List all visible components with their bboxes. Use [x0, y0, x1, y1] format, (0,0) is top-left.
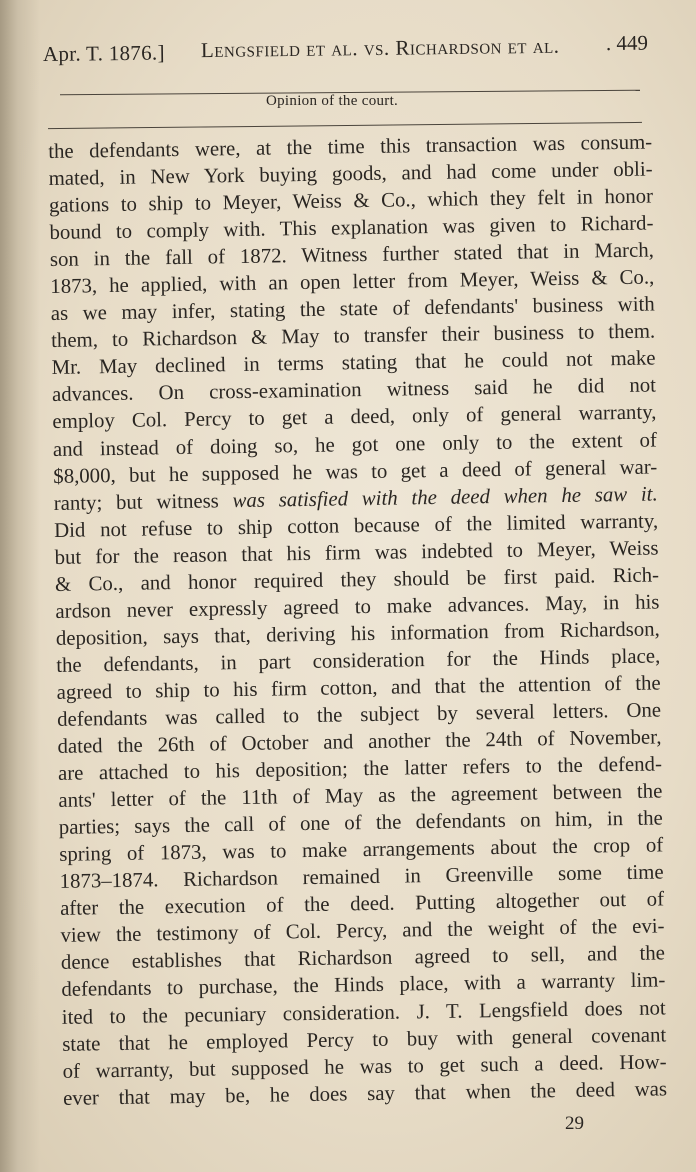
- text-line: & Co., and honor required they should be first paid. Rich-: [54, 563, 660, 596]
- text-line: bound to comply with. This explanation was given to Richard-: [49, 211, 654, 245]
- text-line: employ Col. Percy to get a deed, only of general warranty,: [52, 400, 657, 434]
- text-line: 1873, he applied, with an open letter from Meyer, Weiss & Co.,: [50, 265, 655, 299]
- page-gutter-shadow: [0, 0, 40, 1172]
- text-line: parties; says the call of one of the defendants on him, in the: [58, 806, 663, 840]
- text-line: are attached to his deposition; the latter refers to the defend-: [57, 752, 663, 785]
- running-header: [42, 30, 649, 74]
- text-line: dence establishes that Richardson agreed to sell, and the: [60, 941, 666, 975]
- header-term: Apr. T. 1876.]: [42, 40, 165, 66]
- header-page-number: . 449: [605, 30, 649, 56]
- text-line: mated, in New York buying goods, and had come under obli-: [48, 157, 653, 191]
- header-rule-bottom: [48, 122, 642, 129]
- text-line: them, to Richardson & May to transfer their business to them.: [51, 319, 656, 353]
- text-line: ardson never expressly agreed to make advances. May, in his: [55, 590, 660, 623]
- text-line: but for the reason that his firm was indebted to Meyer, Weiss: [54, 536, 659, 569]
- text-line: and instead of doing so, he got one only to the extent of: [52, 427, 657, 461]
- text-line: 1873–1874. Richardson remained in Greenville some time: [59, 860, 664, 894]
- signature-mark: 29: [565, 1113, 584, 1134]
- text-line: dated the 26th of October and another the 24th of November,: [57, 725, 662, 758]
- section-subheader: Opinion of the court.: [266, 93, 399, 109]
- text-line: ever that may be, he does say that when the deed was: [62, 1077, 668, 1110]
- text-line: state that he employed Percy to buy with general covenant: [62, 1022, 667, 1056]
- text-line: gations to ship to Meyer, Weiss & Co., which they felt in honor: [48, 184, 654, 218]
- text-line: of warranty, but supposed he was to get such a deed. How-: [62, 1049, 667, 1083]
- text-line: the defendants, in part consideration for the Hinds place,: [56, 644, 661, 677]
- italic-emphasis: was satisfied with the deed when he saw it.: [232, 482, 658, 512]
- text-line: deposition, says that, deriving his information from Richardson,: [55, 617, 660, 650]
- text-line: agreed to ship to his firm cotton, and that the attention of the: [56, 671, 661, 704]
- header-case-title: Lengsfield et al. vs. Richardson et al.: [200, 33, 560, 63]
- text-line: advances. On cross-examination witness said he did not: [51, 373, 657, 407]
- text-line: Did not refuse to ship cotton because of the limited warranty,: [53, 509, 659, 542]
- text-line: as we may infer, stating the state of defendants' business with: [50, 292, 655, 326]
- text-line: ranty; but witness was satisfied with the deed when he saw it.: [53, 482, 658, 515]
- text-line: spring of 1873, was to make arrangements about the crop of: [59, 833, 664, 867]
- text-line: view the testimony of Col. Percy, and the weight of the evi-: [60, 914, 665, 948]
- text-line: ants' letter of the 11th of May as the agreement between the: [58, 779, 663, 813]
- text-line: $8,000, but he supposed he was to get a deed of general war-: [53, 455, 658, 488]
- text-line: Mr. May declined in terms stating that he could not make: [51, 346, 656, 380]
- text-line: the defendants were, at the time this transaction was consum-: [48, 130, 653, 163]
- text-line: after the execution of the deed. Putting altogether out of: [59, 887, 665, 921]
- text-line: defendants was called to the subject by several letters. One: [56, 698, 662, 731]
- body-text: [48, 129, 667, 1112]
- text-line: defendants to purchase, the Hinds place, with a warranty lim-: [61, 968, 666, 1002]
- text-line: ited to the pecuniary consideration. J. T. Lengsfield does not: [61, 995, 666, 1029]
- text-line: son in the fall of 1872. Witness further stated that in March,: [49, 238, 655, 272]
